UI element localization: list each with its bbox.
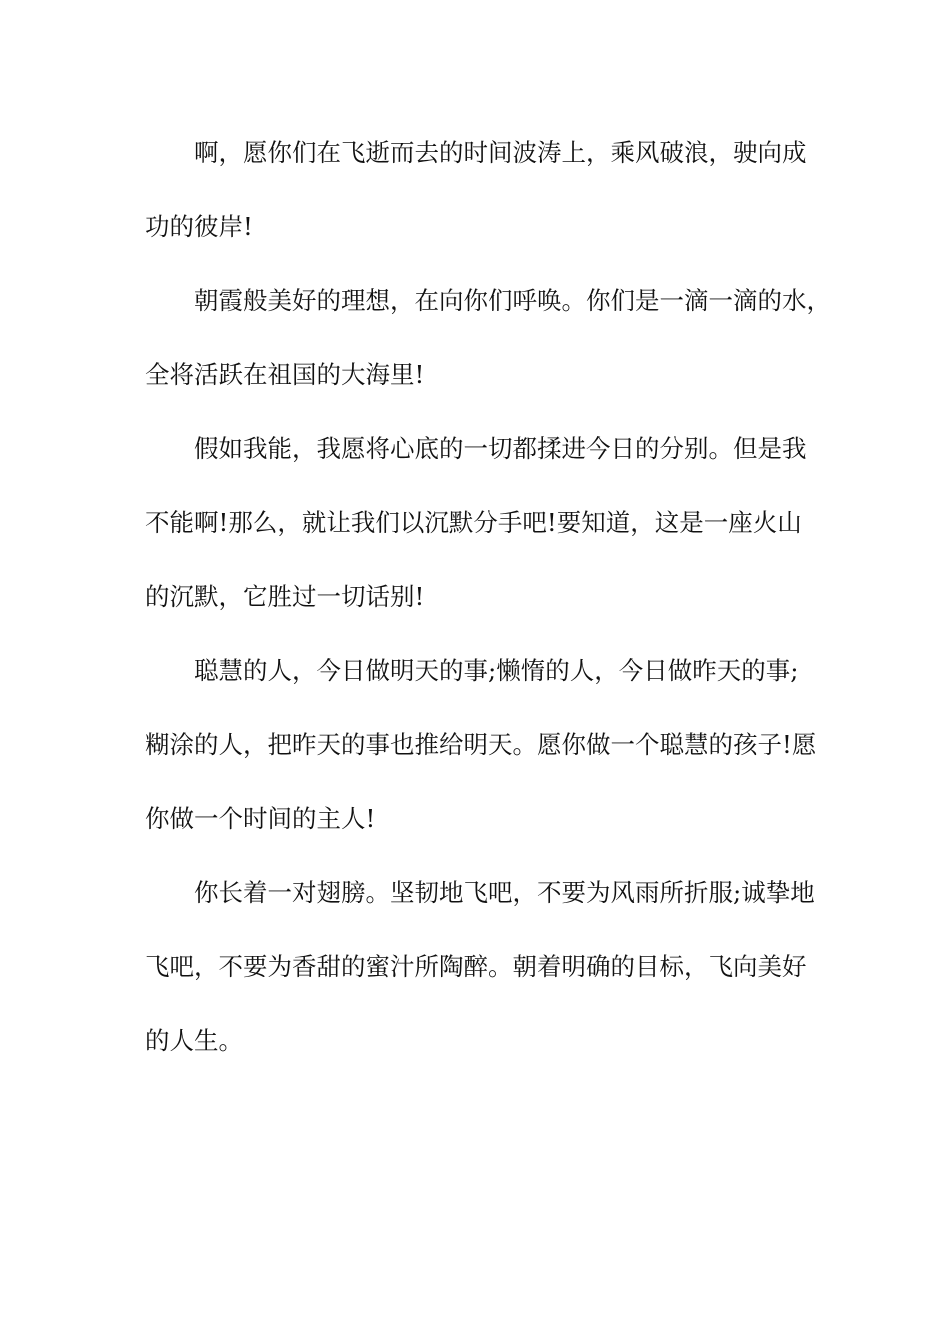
paragraph-5-line-2: 飞吧，不要为香甜的蜜汁所陶醉。朝着明确的目标，飞向美好 xyxy=(145,952,807,981)
paragraph-5-line-1: 你长着一对翅膀。坚韧地飞吧，不要为风雨所折服;诚挚地 xyxy=(194,878,815,907)
paragraph-2-line-2: 全将活跃在祖国的大海里! xyxy=(145,360,425,389)
paragraph-4-line-2: 糊涂的人，把昨天的事也推给明天。愿你做一个聪慧的孩子!愿 xyxy=(145,730,817,759)
paragraph-1-line-1: 啊，愿你们在飞逝而去的时间波涛上，乘风破浪，驶向成 xyxy=(194,138,807,167)
paragraph-3-line-1: 假如我能，我愿将心底的一切都揉进今日的分别。但是我 xyxy=(194,434,807,463)
paragraph-5-line-3: 的人生。 xyxy=(145,1026,243,1055)
paragraph-4-line-1: 聪慧的人，今日做明天的事;懒惰的人，今日做昨天的事; xyxy=(194,656,799,685)
paragraph-3-line-2: 不能啊!那么，就让我们以沉默分手吧!要知道，这是一座火山 xyxy=(145,508,802,537)
paragraph-2-line-1: 朝霞般美好的理想，在向你们呼唤。你们是一滴一滴的水， xyxy=(194,286,831,315)
paragraph-1-line-2: 功的彼岸! xyxy=(145,212,253,241)
paragraph-4-line-3: 你做一个时间的主人! xyxy=(145,804,376,833)
paragraph-3-line-3: 的沉默，它胜过一切话别! xyxy=(145,582,425,611)
